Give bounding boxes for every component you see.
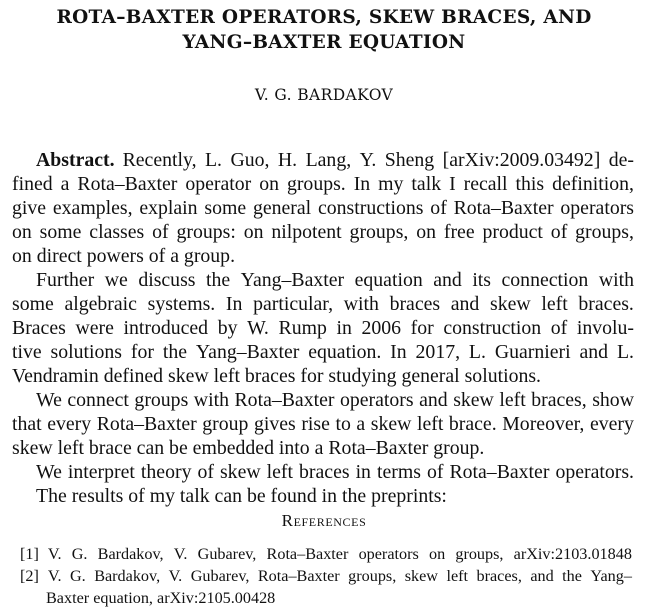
abstract-line: on some classes of groups: on nilpotent groups, on free product of groups, (12, 221, 634, 243)
abstract-line-text: Recently, L. Guo, H. Lang, Y. Sheng [arXiv:2009.03492] de- (122, 149, 634, 171)
reference-number: [1] (20, 545, 39, 563)
author-name: V. G. BARDAKOV (254, 86, 394, 104)
abstract-line: on direct powers of a group. (12, 245, 236, 267)
abstract-line: We connect groups with Rota–Baxter operators and skew left braces, show (36, 389, 634, 411)
reference-text: V. G. Bardakov, V. Gubarev, Rota–Baxter groups, skew left braces, and the Yang– (47, 567, 632, 585)
abstract-line: skew left brace can be embedded into a Rota–Baxter group. (12, 437, 485, 459)
abstract-label: Abstract. (36, 149, 115, 171)
references-heading-text: References (281, 511, 367, 530)
abstract-line: We interpret theory of skew left braces in terms of Rota–Baxter operators. (36, 461, 634, 483)
abstract-line: tive solutions for the Yang–Baxter equation. In 2017, L. Guarnieri and L. (12, 341, 634, 363)
reference-text-continuation: Baxter equation, arXiv:2105.00428 (46, 589, 276, 607)
abstract-line: fined a Rota–Baxter operator on groups. In my talk I recall this definition, (12, 173, 634, 195)
abstract-line: give examples, explain some general constructions of Rota–Baxter operators (12, 197, 634, 219)
abstract-line: Further we discuss the Yang–Baxter equation and its connection with (36, 269, 634, 291)
abstract-line: that every Rota–Baxter group gives rise to a skew left brace. Moreover, every (12, 413, 634, 435)
reference-text: V. G. Bardakov, V. Gubarev, Rota–Baxter operators on groups, arXiv:2103.01848 (47, 545, 632, 563)
reference-item (20, 565, 632, 587)
abstract-line: some algebraic systems. In particular, with braces and skew left braces. (12, 293, 634, 315)
reference-number: [2] (20, 567, 39, 585)
abstract-line: The results of my talk can be found in the preprints: (36, 485, 447, 507)
paper-title-line-1: ROTA–BAXTER OPERATORS, SKEW BRACES, AND (56, 7, 592, 28)
references-heading (0, 511, 648, 531)
abstract-line: Braces were introduced by W. Rump in 2006 for construction of involu- (12, 317, 634, 339)
paper-title-line-2: YANG–BAXTER EQUATION (182, 32, 466, 53)
reference-item (20, 543, 632, 565)
abstract-line (36, 148, 634, 172)
abstract-line: Vendramin defined skew left braces for studying general solutions. (12, 365, 542, 387)
